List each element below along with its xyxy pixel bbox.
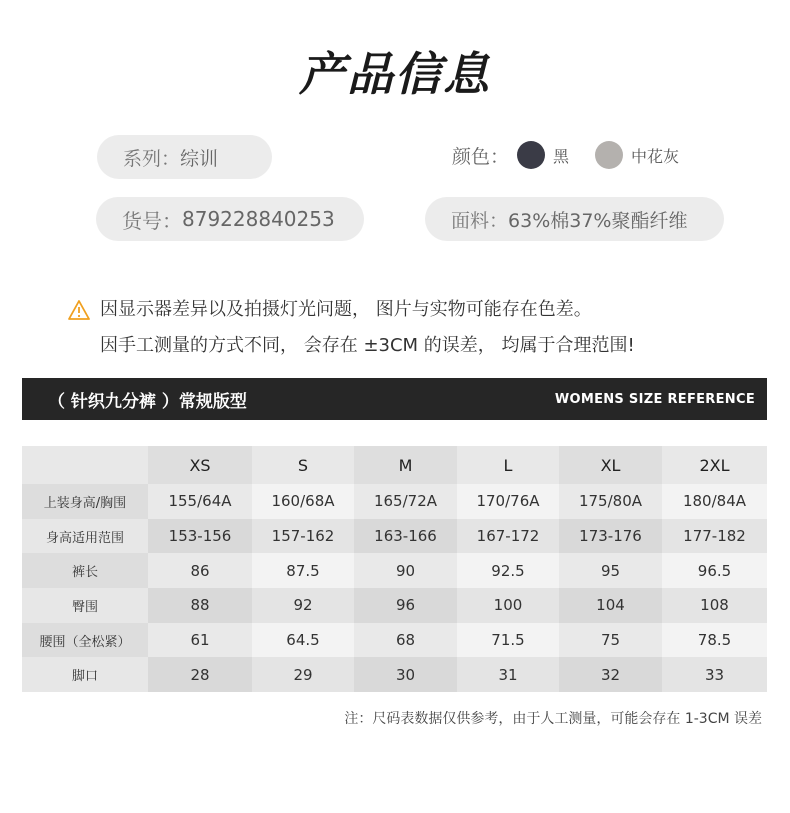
color-swatch-grey[interactable] xyxy=(595,141,623,169)
size-value-cell: 157-162 xyxy=(252,519,354,554)
size-header-cell: XS xyxy=(148,446,252,484)
size-value-cell: 170/76A xyxy=(457,484,559,519)
row-label: 臀围 xyxy=(22,588,148,623)
size-value-cell: 28 xyxy=(148,657,252,692)
table-row xyxy=(22,484,767,519)
warning-icon xyxy=(68,300,90,320)
size-bar-title: （ 针织九分裤 ）常规版型 xyxy=(48,391,247,412)
size-value-cell: 29 xyxy=(252,657,354,692)
size-value-cell: 92 xyxy=(252,588,354,623)
size-value-cell: 71.5 xyxy=(457,623,559,658)
size-value-cell: 87.5 xyxy=(252,553,354,588)
item-no-label: 货号： xyxy=(122,208,182,233)
size-value-cell: 75 xyxy=(559,623,662,658)
size-header-cell: L xyxy=(457,446,559,484)
color-swatch-black[interactable] xyxy=(517,141,545,169)
size-value-cell: 163-166 xyxy=(354,519,457,554)
table-row xyxy=(22,588,767,623)
notice-line-1: 因显示器差异以及拍摄灯光问题， 图片与实物可能存在色差。 xyxy=(100,299,592,320)
notice xyxy=(68,292,635,364)
header-corner xyxy=(22,446,148,484)
color-name-black: 黑 xyxy=(553,146,570,166)
row-label: 身高适用范围 xyxy=(22,519,148,554)
size-value-cell: 177-182 xyxy=(662,519,767,554)
page-title: 产品信息 xyxy=(299,47,491,101)
color-row xyxy=(452,141,679,169)
size-section-bar xyxy=(22,378,767,420)
series-value: 综训 xyxy=(180,147,219,170)
size-table-header xyxy=(22,446,767,484)
size-value-cell: 173-176 xyxy=(559,519,662,554)
size-value-cell: 95 xyxy=(559,553,662,588)
size-value-cell: 180/84A xyxy=(662,484,767,519)
color-name-grey: 中花灰 xyxy=(631,146,680,166)
size-value-cell: 86 xyxy=(148,553,252,588)
row-label: 上装身高/胸围 xyxy=(22,484,148,519)
size-value-cell: 100 xyxy=(457,588,559,623)
size-value-cell: 61 xyxy=(148,623,252,658)
size-value-cell: 31 xyxy=(457,657,559,692)
size-header-cell: 2XL xyxy=(662,446,767,484)
size-value-cell: 160/68A xyxy=(252,484,354,519)
size-value-cell: 68 xyxy=(354,623,457,658)
series-pill xyxy=(97,135,272,179)
size-bar-subtitle: WOMENS SIZE REFERENCE xyxy=(554,391,755,407)
size-value-cell: 32 xyxy=(559,657,662,692)
size-value-cell: 88 xyxy=(148,588,252,623)
size-value-cell: 104 xyxy=(559,588,662,623)
footnote: 注：尺码表数据仅供参考，由于人工测量，可能会存在 1-3CM 误差 xyxy=(344,711,762,727)
size-value-cell: 165/72A xyxy=(354,484,457,519)
size-value-cell: 64.5 xyxy=(252,623,354,658)
table-row xyxy=(22,553,767,588)
series-label: 系列： xyxy=(123,147,181,170)
size-value-cell: 78.5 xyxy=(662,623,767,658)
table-row xyxy=(22,519,767,554)
size-value-cell: 108 xyxy=(662,588,767,623)
fabric-label: 面料： xyxy=(451,209,509,232)
size-value-cell: 175/80A xyxy=(559,484,662,519)
size-value-cell: 167-172 xyxy=(457,519,559,554)
row-label: 裤长 xyxy=(22,553,148,588)
size-value-cell: 153-156 xyxy=(148,519,252,554)
size-value-cell: 155/64A xyxy=(148,484,252,519)
notice-line-2: 因手工测量的方式不同， 会存在 ±3CM 的误差， 均属于合理范围! xyxy=(100,335,635,356)
size-table xyxy=(22,446,767,692)
size-value-cell: 33 xyxy=(662,657,767,692)
size-value-cell: 30 xyxy=(354,657,457,692)
item-no-value: 879228840253 xyxy=(182,207,335,231)
item-no-pill xyxy=(96,197,364,241)
table-row xyxy=(22,623,767,658)
table-row xyxy=(22,657,767,692)
size-header-cell: XL xyxy=(559,446,662,484)
size-value-cell: 90 xyxy=(354,553,457,588)
size-value-cell: 96.5 xyxy=(662,553,767,588)
size-value-cell: 92.5 xyxy=(457,553,559,588)
color-label: 颜色： xyxy=(452,145,510,168)
fabric-pill xyxy=(425,197,724,241)
row-label: 脚口 xyxy=(22,657,148,692)
row-label: 腰围（全松紧） xyxy=(22,623,148,658)
size-value-cell: 96 xyxy=(354,588,457,623)
fabric-value: 63%棉37%聚酯纤维 xyxy=(508,209,688,232)
size-header-cell: S xyxy=(252,446,354,484)
size-header-cell: M xyxy=(354,446,457,484)
